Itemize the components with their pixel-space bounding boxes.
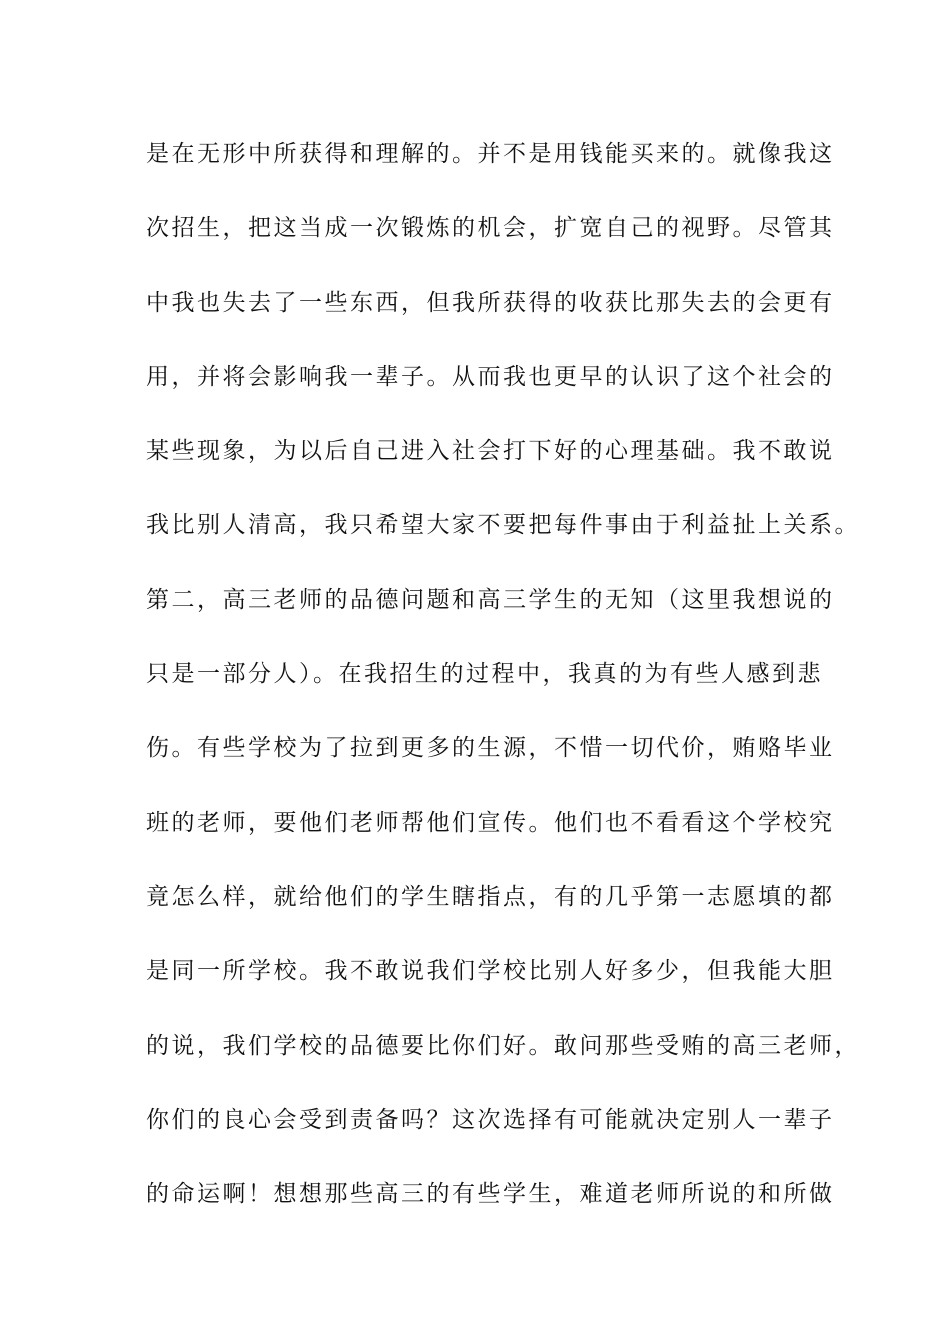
text-line: 你们的良心会受到责备吗？这次选择有可能就决定别人一辈子 bbox=[146, 1106, 835, 1133]
text-line: 是同一所学校。我不敢说我们学校比别人好多少，但我能大胆 bbox=[146, 958, 835, 985]
text-line: 第二，高三老师的品德问题和高三学生的无知（这里我想说的 bbox=[146, 586, 835, 613]
text-line: 我比别人清高，我只希望大家不要把每件事由于利益扯上关系。 bbox=[146, 512, 860, 539]
text-line: 某些现象，为以后自己进入社会打下好的心理基础。我不敢说 bbox=[146, 438, 835, 465]
text-line: 的命运啊！想想那些高三的有些学生，难道老师所说的和所做 bbox=[146, 1181, 835, 1208]
body-text bbox=[146, 134, 860, 1248]
text-line: 用，并将会影响我一辈子。从而我也更早的认识了这个社会的 bbox=[146, 363, 835, 390]
text-line: 班的老师，要他们老师帮他们宣传。他们也不看看这个学校究 bbox=[146, 809, 835, 836]
text-line: 的说，我们学校的品德要比你们好。敢问那些受贿的高三老师， bbox=[146, 1032, 860, 1059]
text-line: 中我也失去了一些东西，但我所获得的收获比那失去的会更有 bbox=[146, 289, 835, 316]
text-line: 竟怎么样，就给他们的学生瞎指点，有的几乎第一志愿填的都 bbox=[146, 883, 835, 910]
text-line: 次招生，把这当成一次锻炼的机会，扩宽自己的视野。尽管其 bbox=[146, 215, 835, 242]
text-line: 只是一部分人）。在我招生的过程中，我真的为有些人感到悲 bbox=[146, 661, 823, 688]
text-line: 是在无形中所获得和理解的。并不是用钱能买来的。就像我这 bbox=[146, 141, 835, 167]
text-line: 伤。有些学校为了拉到更多的生源，不惜一切代价，贿赂毕业 bbox=[146, 735, 835, 762]
